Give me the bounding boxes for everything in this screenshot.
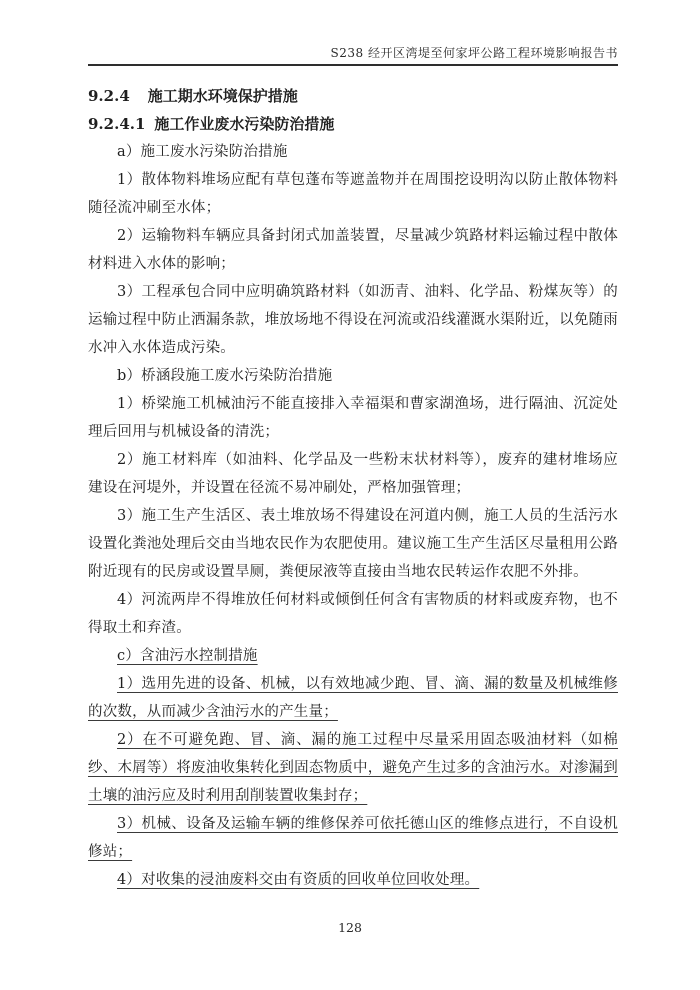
paragraph-c-item-3: 3）机械、设备及运输车辆的维修保养可依托德山区的维修点进行，不自设机修站； xyxy=(88,816,618,860)
page-number: 128 xyxy=(338,920,362,935)
section-heading-9-2-4-1 xyxy=(88,110,618,138)
paragraph-b-heading: b）桥涵段施工废水污染防治措施 xyxy=(117,368,333,384)
section-heading-title: 施工期水环境保护措施 xyxy=(147,87,298,105)
paragraph-a-heading: a）施工废水污染防治措施 xyxy=(117,144,288,160)
paragraph-b-item-1: 1）桥梁施工机械油污不能直接排入幸福渠和曹家湖渔场，进行隔油、沉淀处理后回用与机械设备的清洗； xyxy=(88,396,618,440)
paragraph-c-item-2: 2）在不可避免跑、冒、滴、漏的施工过程中尽量采用固态吸油材料（如棉纱、木屑等）将废油收集转化到固态物质中，避免产生过多的含油污水。对渗漏到土壤的油污应及时利用刮削装置收集封存； xyxy=(88,732,618,804)
paragraph-c-heading: c）含油污水控制措施 xyxy=(117,648,258,664)
paragraph-a-item-2: 2）运输物料车辆应具备封闭式加盖装置，尽量减少筑路材料运输过程中散体材料进入水体的影响； xyxy=(88,228,618,272)
subsection-heading-number: 9.2.4.1 xyxy=(88,115,146,133)
paragraph-b-item-3: 3）施工生产生活区、表土堆放场不得建设在河道内侧，施工人员的生活污水设置化粪池处理后交由当地农民作为农肥使用。建议施工生产生活区尽量租用公路附近现有的民房或设置旱厕，粪便尿液等直接由当地农民转运作农肥不外排。 xyxy=(88,508,618,580)
section-heading-9-2-4 xyxy=(88,82,618,110)
paragraph-list xyxy=(88,138,618,894)
paragraph-b-item-2: 2）施工材料库（如油料、化学品及一些粉末状材料等），废弃的建材堆场应建设在河堤外，并设置在径流不易冲刷处，严格加强管理； xyxy=(88,452,618,496)
paragraph-a-item-3: 3）工程承包合同中应明确筑路材料（如沥青、油料、化学品、粉煤灰等）的运输过程中防止洒漏条款，堆放场地不得设在河流或沿线灌溉水渠附近，以免随雨水冲入水体造成污染。 xyxy=(88,284,618,356)
section-heading-number: 9.2.4 xyxy=(88,87,130,105)
paragraph-c-item-4: 4）对收集的浸油废料交由有资质的回收单位回收处理。 xyxy=(117,872,480,888)
document-body xyxy=(88,82,618,894)
paragraph-a-item-1: 1）散体物料堆场应配有草包蓬布等遮盖物并在周围挖设明沟以防止散体物料随径流冲刷至水体； xyxy=(88,172,618,216)
paragraph-c-item-1: 1）选用先进的设备、机械，以有效地减少跑、冒、滴、漏的数量及机械维修的次数，从而减少含油污水的产生量； xyxy=(88,676,618,720)
subsection-heading-title: 施工作业废水污染防治措施 xyxy=(154,115,335,133)
paragraph-b-item-4: 4）河流两岸不得堆放任何材料或倾倒任何含有害物质的材料或废弃物，也不得取土和弃渣。 xyxy=(88,592,618,636)
header-rule xyxy=(88,64,618,66)
running-header: S238 经开区湾堤至何家坪公路工程环境影响报告书 xyxy=(330,46,618,60)
